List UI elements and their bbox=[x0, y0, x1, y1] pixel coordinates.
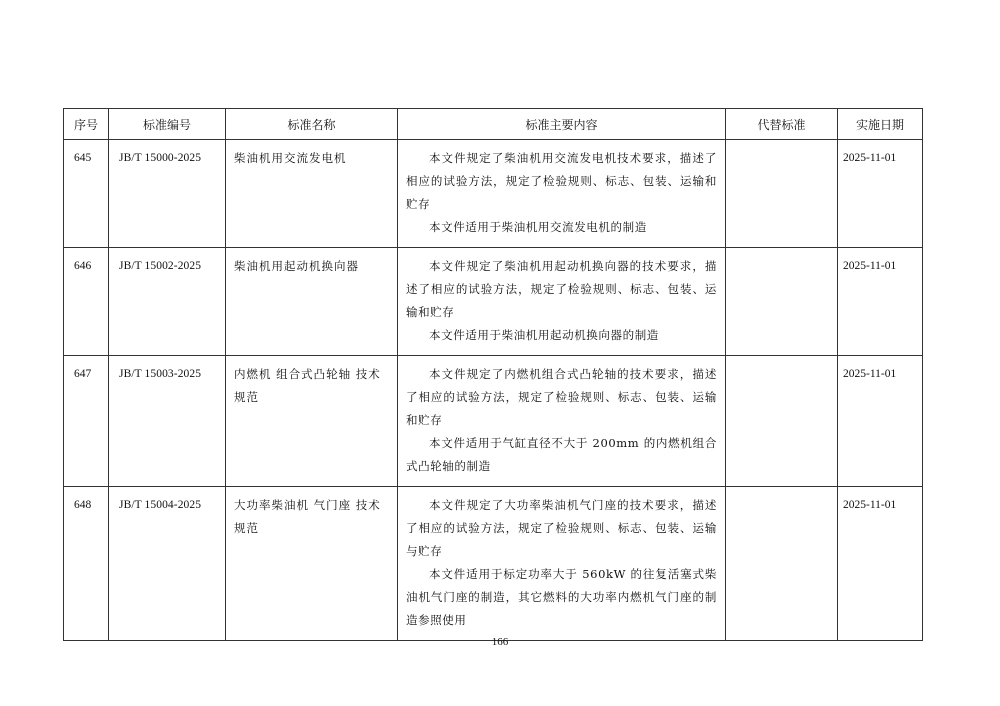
content-paragraph: 本文件规定了柴油机用起动机换向器的技术要求，描述了相应的试验方法，规定了检验规则、标志、包装、运输和贮存 bbox=[406, 259, 717, 319]
table-header-row bbox=[64, 109, 923, 140]
row-standard-name: 柴油机用起动机换向器 bbox=[234, 259, 359, 273]
content-paragraph: 本文件规定了内燃机组合式凸轮轴的技术要求，描述了相应的试验方法，规定了检验规则、标志、包装、运输和贮存 bbox=[406, 367, 717, 427]
content-paragraph: 本文件规定了大功率柴油机气门座的技术要求，描述了相应的试验方法，规定了检验规则、标志、包装、运输与贮存 bbox=[406, 498, 717, 558]
header-main-content: 标准主要内容 bbox=[398, 109, 726, 140]
row-serial: 645 bbox=[74, 152, 92, 164]
header-replaces: 代替标准 bbox=[726, 109, 838, 140]
header-effective-date: 实施日期 bbox=[838, 109, 923, 140]
row-standard-name: 大功率柴油机 气门座 技术规范 bbox=[234, 498, 381, 535]
row-effective-date: 2025-11-01 bbox=[843, 368, 897, 380]
content-paragraph: 本文件规定了柴油机用交流发电机技术要求，描述了相应的试验方法，规定了检验规则、标志、包装、运输和贮存 bbox=[406, 151, 717, 211]
table-row bbox=[64, 248, 923, 356]
row-effective-date: 2025-11-01 bbox=[843, 152, 897, 164]
row-replaces bbox=[726, 140, 837, 155]
table-row bbox=[64, 356, 923, 487]
row-standard-name: 内燃机 组合式凸轮轴 技术规范 bbox=[234, 367, 381, 404]
header-standard-name: 标准名称 bbox=[226, 109, 398, 140]
row-main-content bbox=[398, 487, 725, 640]
row-replaces bbox=[726, 356, 837, 371]
row-standard-code: JB/T 15000-2025 bbox=[119, 152, 202, 164]
content-paragraph: 本文件适用于柴油机用交流发电机的制造 bbox=[429, 220, 647, 234]
row-standard-code: JB/T 15003-2025 bbox=[119, 368, 202, 380]
table-row bbox=[64, 487, 923, 641]
row-effective-date: 2025-11-01 bbox=[843, 260, 897, 272]
row-standard-code: JB/T 15002-2025 bbox=[119, 260, 202, 272]
row-standard-code: JB/T 15004-2025 bbox=[119, 499, 202, 511]
header-serial: 序号 bbox=[64, 109, 109, 140]
row-effective-date: 2025-11-01 bbox=[843, 499, 897, 511]
content-paragraph: 本文件适用于气缸直径不大于 200mm 的内燃机组合式凸轮轴的制造 bbox=[406, 436, 717, 473]
header-standard-code: 标准编号 bbox=[109, 109, 226, 140]
content-paragraph: 本文件适用于柴油机用起动机换向器的制造 bbox=[429, 328, 659, 342]
content-paragraph: 本文件适用于标定功率大于 560kW 的往复活塞式柴油机气门座的制造，其它燃料的大功率内燃机气门座的制造参照使用 bbox=[406, 567, 717, 627]
table-row bbox=[64, 140, 923, 248]
standards-table bbox=[63, 108, 923, 641]
row-main-content bbox=[398, 248, 725, 355]
row-serial: 648 bbox=[74, 499, 92, 511]
row-serial: 647 bbox=[74, 368, 92, 380]
row-replaces bbox=[726, 487, 837, 502]
page-number: 166 bbox=[491, 636, 509, 648]
row-serial: 646 bbox=[74, 260, 92, 272]
row-main-content bbox=[398, 356, 725, 486]
row-standard-name: 柴油机用交流发电机 bbox=[234, 151, 347, 165]
row-main-content bbox=[398, 140, 725, 247]
row-replaces bbox=[726, 248, 837, 263]
